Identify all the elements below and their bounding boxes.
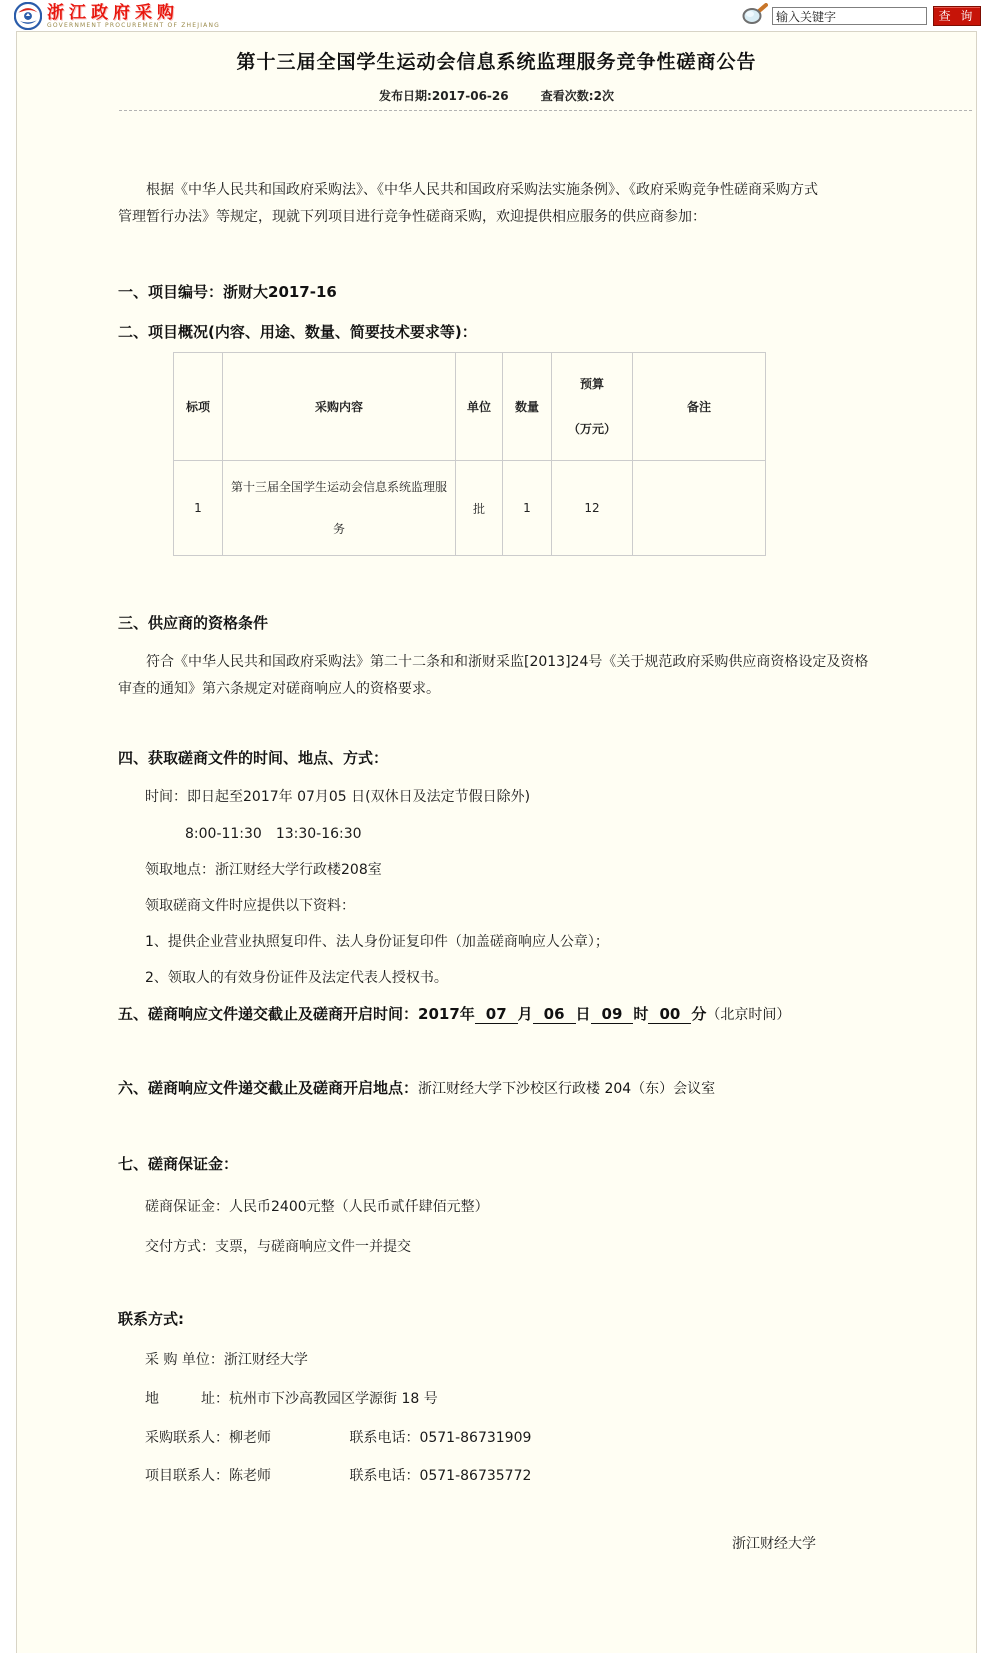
search-button[interactable]: 查 询: [933, 6, 981, 26]
supplier-qualification-text: 符合《中华人民共和国政府采购法》第二十二条和和浙财采监[2013]24号《关于规范政府采购供应商资格设定及资格审查的通知》第六条规定对磋商响应人的资格要求。: [118, 654, 869, 697]
obtain-material-item-2: 2、领取人的有效身份证件及法定代表人授权书。: [145, 970, 448, 986]
project-contact-phone: 联系电话：0571-86735772: [349, 1468, 532, 1484]
table-cell-budget: 12: [552, 461, 633, 556]
table-cell-note: [633, 461, 766, 556]
page-title: 第十三届全国学生运动会信息系统监理服务竞争性磋商公告: [236, 51, 757, 73]
section-heading-deadline-time: 五、磋商响应文件递交截止及磋商开启时间：2017年 07 月 06 日 09 时 00 分（北京时间）: [118, 1005, 791, 1023]
site-logo[interactable]: [14, 2, 220, 30]
section-heading-project-number: 一、项目编号：浙财大2017-16: [118, 283, 337, 301]
table-header-row: [174, 353, 766, 461]
search-area: [742, 3, 981, 29]
table-header-quantity: 数量: [503, 353, 552, 461]
announcement-page: [16, 31, 977, 1653]
contact-project-line: [145, 1465, 976, 1485]
search-icon: [742, 3, 772, 29]
table-cell-item: 1: [174, 461, 223, 556]
section-heading-deadline-place: 六、磋商响应文件递交截止及磋商开启地点：浙江财经大学下沙校区行政楼 204（东）会议室: [118, 1079, 716, 1097]
deadline-day-value: 06: [533, 1005, 576, 1024]
deadline-hour-value: 09: [591, 1005, 634, 1024]
project-contact-person: 项目联系人：陈老师: [145, 1468, 271, 1484]
globe-logo-icon: [14, 2, 42, 30]
obtain-materials-line: 领取磋商文件时应提供以下资料：: [145, 898, 355, 914]
footer-organization: 浙江财经大学: [732, 1536, 816, 1552]
obtain-hours-line: 8:00-11:30 13:30-16:30: [185, 826, 362, 842]
deposit-amount-line: 磋商保证金：人民币2400元整（人民币贰仟肆佰元整）: [145, 1199, 489, 1215]
intro-paragraph: 根据《中华人民共和国政府采购法》、《中华人民共和国政府采购法实施条例》、《政府采购竞争性磋商采购方式管理暂行办法》等规定，现就下列项目进行竞争性磋商采购，欢迎提供相应服务的供应商参加：: [118, 182, 818, 225]
table-cell-content: 第十三届全国学生运动会信息系统监理服务: [223, 461, 456, 556]
section-heading-obtain-documents: 四、获取磋商文件的时间、地点、方式：: [118, 749, 389, 767]
meta-line: [17, 87, 976, 104]
table-cell-quantity: 1: [503, 461, 552, 556]
contact-address-line: 地 址：杭州市下沙高教园区学源街 18 号: [145, 1391, 438, 1407]
publish-date: 发布日期:2017-06-26: [379, 89, 509, 103]
section-heading-project-overview: 二、项目概况(内容、用途、数量、简要技术要求等)：: [118, 323, 477, 341]
table-header-budget: 预算 （万元）: [552, 353, 633, 461]
table-header-content: 采购内容: [223, 353, 456, 461]
purchase-contact-person: 采购联系人：柳老师: [145, 1430, 271, 1446]
logo-subtitle: GOVERNMENT PROCUREMENT OF ZHEJIANG: [47, 22, 221, 29]
contact-purchase-line: [145, 1427, 976, 1447]
deposit-payment-line: 交付方式：支票，与磋商响应文件一并提交: [145, 1239, 411, 1255]
deadline-minute-value: 00: [648, 1005, 691, 1024]
deadline-place-value: 浙江财经大学下沙校区行政楼 204（东）会议室: [418, 1081, 716, 1097]
site-header: [0, 0, 993, 31]
obtain-place-line: 领取地点：浙江财经大学行政楼208室: [145, 862, 382, 878]
contact-unit-line: 采 购 单位：浙江财经大学: [145, 1352, 308, 1368]
logo-title: 浙江政府采购: [47, 3, 179, 23]
section-heading-supplier-qualification: 三、供应商的资格条件: [118, 614, 269, 632]
deadline-month-value: 07: [475, 1005, 518, 1024]
view-count: 查看次数:2次: [540, 89, 614, 103]
contact-heading: 联系方式:: [118, 1310, 184, 1328]
purchase-contact-phone: 联系电话：0571-86731909: [349, 1430, 532, 1446]
search-input[interactable]: [772, 7, 927, 25]
dashed-divider: [119, 110, 972, 111]
project-table: [173, 352, 766, 556]
table-row: [174, 461, 766, 556]
table-header-note: 备注: [633, 353, 766, 461]
table-header-unit: 单位: [456, 353, 503, 461]
beijing-time-note: （北京时间）: [706, 1007, 791, 1023]
table-cell-unit: 批: [456, 461, 503, 556]
obtain-material-item-1: 1、提供企业营业执照复印件、法人身份证复印件（加盖磋商响应人公章）；: [145, 934, 609, 950]
section-heading-deposit: 七、磋商保证金：: [118, 1155, 239, 1173]
table-header-item: 标项: [174, 353, 223, 461]
obtain-time-line: 时间：即日起至2017年 07月05 日(双休日及法定节假日除外): [145, 789, 531, 805]
